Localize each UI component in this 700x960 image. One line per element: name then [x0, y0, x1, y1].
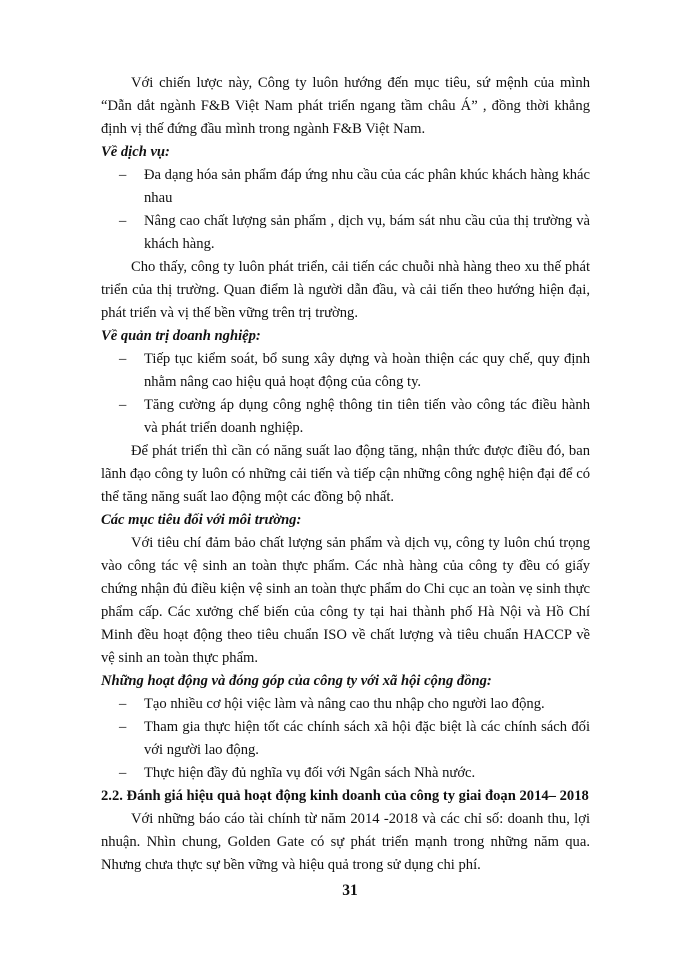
management-paragraph: Để phát triển thì cần có năng suất lao động tăng, nhận thức được điều đó, ban lãnh đạo công ty luôn có những cải tiến và tiếp cận những công nghệ hiện đại để có thể tăng năng suất lao động một các đồng bộ nhất.: [101, 443, 590, 505]
list-item: – Tăng cường áp dụng công nghệ thông tin tiên tiến vào công tác điều hành và phát triển doanh nghiệp.: [101, 394, 590, 440]
environment-heading: Các mục tiêu đối với môi trường:: [101, 512, 302, 528]
services-paragraph: Cho thấy, công ty luôn phát triển, cải tiến các chuỗi nhà hàng theo xu thế phát triển của thị trường. Quan điểm là người dẫn đầu, và cải tiến theo hướng hiện đại, phát triển và vị thế bền vững trên trị trường.: [101, 259, 590, 321]
management-list: [101, 348, 590, 440]
list-item: – Thực hiện đầy đủ nghĩa vụ đối với Ngân sách Nhà nước.: [101, 762, 590, 785]
environment-paragraph: Với tiêu chí đảm bảo chất lượng sản phẩm và dịch vụ, công ty luôn chú trọng vào công tác vệ sinh an toàn thực phẩm. Các nhà hàng của công ty đều có giấy chứng nhận đủ điều kiện vệ sinh an toàn thực phẩm do Chi cục an toàn vẹ sinh thực phẩm cấp. Các xưởng chế biến của công ty tại hai thành phố Hà Nội và Hồ Chí Minh đều hoạt động theo tiêu chuẩn ISO về chất lượng và tiêu chuẩn HACCP về vệ sinh an toàn thực phẩm.: [101, 535, 590, 666]
community-heading: Những hoạt động và đóng góp của công ty với xã hội cộng đồng:: [101, 673, 492, 689]
intro-paragraph: Với chiến lược này, Công ty luôn hướng đến mục tiêu, sứ mệnh của mình “Dẫn dắt ngành F&B Việt Nam phát triển ngang tầm châu Á” , đồng thời khẳng định vị thế đứng đầu mình trong ngành F&B Việt Nam.: [101, 75, 590, 137]
community-list: [101, 693, 590, 785]
services-list: [101, 164, 590, 256]
management-heading: Về quản trị doanh nghiệp:: [101, 328, 261, 344]
page-number: 31: [342, 882, 358, 899]
services-heading: Về dịch vụ:: [101, 144, 170, 160]
section-title: 2.2. Đánh giá hiệu quả hoạt động kinh doanh của công ty giai đoạn 2014– 2018: [101, 788, 589, 804]
list-item: – Nâng cao chất lượng sản phẩm , dịch vụ, bám sát nhu cầu của thị trường và khách hàng.: [101, 210, 590, 256]
list-item: – Đa dạng hóa sản phẩm đáp ứng nhu cầu của các phân khúc khách hàng khác nhau: [101, 164, 590, 210]
list-item: – Tiếp tục kiểm soát, bổ sung xây dựng và hoàn thiện các quy chế, quy định nhằm nâng cao hiệu quả hoạt động của công ty.: [101, 348, 590, 394]
list-item: – Tạo nhiều cơ hội việc làm và nâng cao thu nhập cho người lao động.: [101, 693, 590, 716]
list-item: – Tham gia thực hiện tốt các chính sách xã hội đặc biệt là các chính sách đối với người lao động.: [101, 716, 590, 762]
section-paragraph: Với những báo cáo tài chính từ năm 2014 -2018 và các chỉ số: doanh thu, lợi nhuận. Nhìn chung, Golden Gate có sự phát triển mạnh trong những năm qua. Nhưng chưa thực sự bền vững và hiệu quả trong sử dụng chi phí.: [101, 811, 590, 873]
